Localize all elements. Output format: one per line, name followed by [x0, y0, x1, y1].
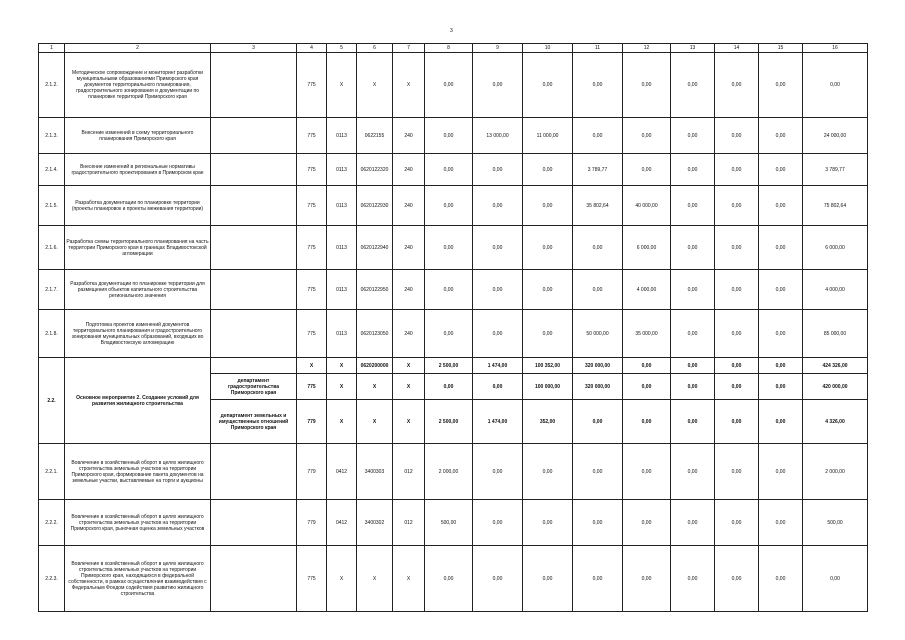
value-cell-c9: 1 474,00: [473, 358, 523, 374]
table-row: [39, 270, 868, 310]
value-cell-c11: 3 789,77: [573, 154, 623, 186]
responsible-executor: [211, 154, 297, 186]
responsible-executor: [211, 358, 297, 374]
value-cell-c12: 35 000,00: [623, 310, 671, 358]
header-cell: 9: [473, 44, 523, 53]
header-cell: 4: [297, 44, 327, 53]
item-description: Внесение изменений в схему территориального планирования Приморского края: [65, 118, 211, 154]
value-cell-c7: 240: [393, 270, 425, 310]
value-cell-c4: X: [297, 358, 327, 374]
value-cell-c13: 0,00: [671, 118, 715, 154]
value-cell-c7: 240: [393, 226, 425, 270]
responsible-executor: [211, 118, 297, 154]
value-cell-c15: 0,00: [759, 444, 803, 500]
header-cell: 10: [523, 44, 573, 53]
item-description: Вовлечение в хозяйственный оборот в целях жилищного строительства земельных участков на территории Приморского края, находящихся в федеральной собственности, в рамках осуществления взаимодействия с Федеральным Фондом содействия развитию жилищного строительства: [65, 546, 211, 612]
value-cell-c5: X: [327, 374, 357, 400]
value-cell-c13: 0,00: [671, 444, 715, 500]
header-cell: 15: [759, 44, 803, 53]
responsible-executor: [211, 310, 297, 358]
value-cell-c8: 2 500,00: [425, 400, 473, 444]
value-cell-c11: 0,00: [573, 226, 623, 270]
value-cell-c12: 6 000,00: [623, 226, 671, 270]
value-cell-c14: 0,00: [715, 186, 759, 226]
value-cell-c7: 240: [393, 310, 425, 358]
value-cell-c7: 012: [393, 500, 425, 546]
value-cell-c4: 779: [297, 400, 327, 444]
value-cell-c9: 0,00: [473, 374, 523, 400]
value-cell-c7: X: [393, 358, 425, 374]
value-cell-c14: 0,00: [715, 154, 759, 186]
value-cell-c6: X: [357, 53, 393, 118]
value-cell-c12: 0,00: [623, 500, 671, 546]
value-cell-c8: 0,00: [425, 310, 473, 358]
item-number: 2.2.1.: [39, 444, 65, 500]
value-cell-c8: 0,00: [425, 546, 473, 612]
value-cell-c14: 0,00: [715, 270, 759, 310]
value-cell-c9: 0,00: [473, 53, 523, 118]
value-cell-c16: 75 802,64: [803, 186, 868, 226]
item-description: Вовлечение в хозяйственный оборот в целях жилищного строительства земельных участков на территории Приморского края, формирование пакета документов на земельные участки, выставляемые на торги и аукционы: [65, 444, 211, 500]
value-cell-c10: 0,00: [523, 226, 573, 270]
value-cell-c16: 500,00: [803, 500, 868, 546]
header-row: [39, 44, 868, 53]
value-cell-c16: 0,00: [803, 53, 868, 118]
page-number: 3: [450, 28, 453, 34]
value-cell-c13: 0,00: [671, 53, 715, 118]
header-cell: 12: [623, 44, 671, 53]
value-cell-c15: 0,00: [759, 500, 803, 546]
value-cell-c4: 775: [297, 226, 327, 270]
value-cell-c14: 0,00: [715, 53, 759, 118]
value-cell-c15: 0,00: [759, 310, 803, 358]
table-row: [39, 118, 868, 154]
value-cell-c15: 0,00: [759, 270, 803, 310]
value-cell-c4: 775: [297, 118, 327, 154]
value-cell-c16: 420 000,00: [803, 374, 868, 400]
item-description: Основное мероприятие 2. Создание условий для развития жилищного строительства: [65, 358, 211, 444]
value-cell-c15: 0,00: [759, 154, 803, 186]
item-description: Вовлечение в хозяйственный оборот в целях жилищного строительства земельных участков на территории Приморского края, рыночная оценка земельных участков: [65, 500, 211, 546]
value-cell-c16: 4 326,00: [803, 400, 868, 444]
value-cell-c5: X: [327, 53, 357, 118]
header-cell: 6: [357, 44, 393, 53]
value-cell-c11: 0,00: [573, 444, 623, 500]
value-cell-c8: 2 500,00: [425, 358, 473, 374]
value-cell-c13: 0,00: [671, 226, 715, 270]
value-cell-c15: 0,00: [759, 53, 803, 118]
value-cell-c11: 0,00: [573, 546, 623, 612]
value-cell-c6: X: [357, 546, 393, 612]
value-cell-c4: 775: [297, 310, 327, 358]
value-cell-c6: 0620200000: [357, 358, 393, 374]
value-cell-c8: 0,00: [425, 186, 473, 226]
table-body: [39, 44, 868, 612]
value-cell-c8: 0,00: [425, 374, 473, 400]
value-cell-c11: 0,00: [573, 270, 623, 310]
value-cell-c8: 0,00: [425, 53, 473, 118]
header-cell: 11: [573, 44, 623, 53]
value-cell-c4: 775: [297, 374, 327, 400]
responsible-executor: [211, 53, 297, 118]
item-number: 2.1.5.: [39, 186, 65, 226]
value-cell-c7: 012: [393, 444, 425, 500]
header-cell: 5: [327, 44, 357, 53]
value-cell-c6: 0620122320: [357, 154, 393, 186]
value-cell-c12: 0,00: [623, 118, 671, 154]
responsible-executor: [211, 226, 297, 270]
value-cell-c12: 4 000,00: [623, 270, 671, 310]
value-cell-c16: 24 000,00: [803, 118, 868, 154]
table-row: [39, 53, 868, 118]
value-cell-c5: X: [327, 400, 357, 444]
value-cell-c8: 0,00: [425, 154, 473, 186]
value-cell-c9: 1 474,00: [473, 400, 523, 444]
value-cell-c11: 0,00: [573, 118, 623, 154]
responsible-executor: департамент градостроительства Приморского края: [211, 374, 297, 400]
value-cell-c13: 0,00: [671, 310, 715, 358]
item-number: 2.2.2.: [39, 500, 65, 546]
value-cell-c15: 0,00: [759, 118, 803, 154]
table-row: [39, 186, 868, 226]
value-cell-c5: X: [327, 358, 357, 374]
value-cell-c13: 0,00: [671, 154, 715, 186]
value-cell-c8: 0,00: [425, 270, 473, 310]
item-description: Внесение изменений в региональные нормативы градостроительного проектирования в Приморском крае: [65, 154, 211, 186]
value-cell-c4: 775: [297, 53, 327, 118]
header-cell: 8: [425, 44, 473, 53]
budget-table: [38, 43, 868, 612]
value-cell-c10: 11 000,00: [523, 118, 573, 154]
header-cell: 1: [39, 44, 65, 53]
value-cell-c12: 0,00: [623, 546, 671, 612]
value-cell-c5: X: [327, 546, 357, 612]
item-number: 2.1.3.: [39, 118, 65, 154]
responsible-executor: [211, 444, 297, 500]
value-cell-c13: 0,00: [671, 400, 715, 444]
value-cell-c10: 100 352,00: [523, 358, 573, 374]
value-cell-c15: 0,00: [759, 226, 803, 270]
item-number: 2.1.2.: [39, 53, 65, 118]
value-cell-c4: 775: [297, 154, 327, 186]
value-cell-c7: X: [393, 400, 425, 444]
header-cell: 3: [211, 44, 297, 53]
value-cell-c4: 779: [297, 500, 327, 546]
value-cell-c14: 0,00: [715, 310, 759, 358]
value-cell-c7: X: [393, 53, 425, 118]
value-cell-c13: 0,00: [671, 500, 715, 546]
value-cell-c5: 0113: [327, 226, 357, 270]
value-cell-c12: 0,00: [623, 374, 671, 400]
value-cell-c9: 0,00: [473, 500, 523, 546]
value-cell-c10: 0,00: [523, 444, 573, 500]
value-cell-c16: 85 000,00: [803, 310, 868, 358]
value-cell-c7: X: [393, 374, 425, 400]
value-cell-c15: 0,00: [759, 546, 803, 612]
value-cell-c7: 240: [393, 154, 425, 186]
value-cell-c6: 0620123050: [357, 310, 393, 358]
value-cell-c10: 0,00: [523, 270, 573, 310]
value-cell-c4: 775: [297, 186, 327, 226]
value-cell-c10: 100 000,00: [523, 374, 573, 400]
value-cell-c10: 0,00: [523, 154, 573, 186]
value-cell-c13: 0,00: [671, 186, 715, 226]
value-cell-c14: 0,00: [715, 358, 759, 374]
value-cell-c9: 0,00: [473, 310, 523, 358]
table-row: [39, 444, 868, 500]
header-cell: 16: [803, 44, 868, 53]
value-cell-c11: 0,00: [573, 53, 623, 118]
item-number: 2.2.3.: [39, 546, 65, 612]
value-cell-c11: 0,00: [573, 500, 623, 546]
item-description: Подготовка проектов изменений документов территориального планирования и градостроительного зонирования муниципальных образований, входящих во Владивостокскую агломерацию: [65, 310, 211, 358]
value-cell-c12: 0,00: [623, 358, 671, 374]
table-row: [39, 226, 868, 270]
table-row: [39, 546, 868, 612]
value-cell-c10: 0,00: [523, 500, 573, 546]
item-number: 2.2.: [39, 358, 65, 444]
value-cell-c15: 0,00: [759, 374, 803, 400]
value-cell-c10: 0,00: [523, 546, 573, 612]
value-cell-c12: 0,00: [623, 400, 671, 444]
item-description: Разработка документации по планировке территории (проекты планировок и проекты межевания территории): [65, 186, 211, 226]
value-cell-c9: 0,00: [473, 270, 523, 310]
item-description: Разработка документации по планировке территории для размещения объектов капитального строительства регионального значения: [65, 270, 211, 310]
value-cell-c14: 0,00: [715, 546, 759, 612]
value-cell-c16: 4 000,00: [803, 270, 868, 310]
value-cell-c14: 0,00: [715, 374, 759, 400]
value-cell-c7: 240: [393, 186, 425, 226]
value-cell-c13: 0,00: [671, 358, 715, 374]
value-cell-c16: 3 789,77: [803, 154, 868, 186]
value-cell-c13: 0,00: [671, 270, 715, 310]
value-cell-c6: 0620122930: [357, 186, 393, 226]
table-row: [39, 154, 868, 186]
value-cell-c5: 0113: [327, 118, 357, 154]
header-cell: 2: [65, 44, 211, 53]
value-cell-c12: 0,00: [623, 444, 671, 500]
value-cell-c16: 6 000,00: [803, 226, 868, 270]
value-cell-c15: 0,00: [759, 186, 803, 226]
value-cell-c6: X: [357, 400, 393, 444]
value-cell-c16: 0,00: [803, 546, 868, 612]
item-number: 2.1.6.: [39, 226, 65, 270]
item-number: 2.1.8.: [39, 310, 65, 358]
value-cell-c11: 320 000,00: [573, 374, 623, 400]
value-cell-c4: 775: [297, 546, 327, 612]
value-cell-c8: 500,00: [425, 500, 473, 546]
value-cell-c9: 0,00: [473, 226, 523, 270]
value-cell-c14: 0,00: [715, 400, 759, 444]
responsible-executor: [211, 500, 297, 546]
value-cell-c5: 0113: [327, 186, 357, 226]
value-cell-c15: 0,00: [759, 358, 803, 374]
value-cell-c6: X: [357, 374, 393, 400]
value-cell-c11: 0,00: [573, 400, 623, 444]
value-cell-c9: 0,00: [473, 154, 523, 186]
value-cell-c16: 2 000,00: [803, 444, 868, 500]
item-number: 2.1.7.: [39, 270, 65, 310]
item-description: Методическое сопровождение и мониторинг разработки муниципальными образованиями Приморского края документов территориального планирования, градостроительного зонирования и документации по планировке территорий Приморского края: [65, 53, 211, 118]
responsible-executor: [211, 546, 297, 612]
value-cell-c10: 0,00: [523, 186, 573, 226]
value-cell-c9: 0,00: [473, 186, 523, 226]
value-cell-c14: 0,00: [715, 226, 759, 270]
value-cell-c5: 0113: [327, 154, 357, 186]
header-cell: 14: [715, 44, 759, 53]
value-cell-c10: 0,00: [523, 310, 573, 358]
value-cell-c4: 779: [297, 444, 327, 500]
value-cell-c5: 0412: [327, 444, 357, 500]
responsible-executor: [211, 186, 297, 226]
value-cell-c6: 0620122950: [357, 270, 393, 310]
value-cell-c9: 13 000,00: [473, 118, 523, 154]
value-cell-c7: X: [393, 546, 425, 612]
value-cell-c12: 0,00: [623, 53, 671, 118]
value-cell-c14: 0,00: [715, 500, 759, 546]
value-cell-c12: 40 000,00: [623, 186, 671, 226]
value-cell-c10: 352,00: [523, 400, 573, 444]
value-cell-c12: 0,00: [623, 154, 671, 186]
group-total-row: [39, 358, 868, 374]
item-description: Разработка схемы территориального планирования на часть территории Приморского края в границах Владивостокской агломерации: [65, 226, 211, 270]
value-cell-c11: 50 000,00: [573, 310, 623, 358]
responsible-executor: департамент земельных и имущественных отношений Приморского края: [211, 400, 297, 444]
value-cell-c11: 35 802,64: [573, 186, 623, 226]
value-cell-c14: 0,00: [715, 118, 759, 154]
value-cell-c6: 0620122940: [357, 226, 393, 270]
responsible-executor: [211, 270, 297, 310]
table-row: [39, 500, 868, 546]
value-cell-c14: 0,00: [715, 444, 759, 500]
value-cell-c11: 320 000,00: [573, 358, 623, 374]
value-cell-c6: 3400303: [357, 444, 393, 500]
value-cell-c10: 0,00: [523, 53, 573, 118]
value-cell-c8: 0,00: [425, 118, 473, 154]
value-cell-c13: 0,00: [671, 374, 715, 400]
item-number: 2.1.4.: [39, 154, 65, 186]
value-cell-c9: 0,00: [473, 444, 523, 500]
header-cell: 13: [671, 44, 715, 53]
value-cell-c4: 775: [297, 270, 327, 310]
value-cell-c5: 0113: [327, 270, 357, 310]
value-cell-c8: 0,00: [425, 226, 473, 270]
header-cell: 7: [393, 44, 425, 53]
value-cell-c13: 0,00: [671, 546, 715, 612]
value-cell-c6: 0622155: [357, 118, 393, 154]
value-cell-c6: 3400302: [357, 500, 393, 546]
value-cell-c8: 2 000,00: [425, 444, 473, 500]
value-cell-c7: 240: [393, 118, 425, 154]
value-cell-c5: 0113: [327, 310, 357, 358]
table-row: [39, 310, 868, 358]
value-cell-c5: 0412: [327, 500, 357, 546]
value-cell-c15: 0,00: [759, 400, 803, 444]
value-cell-c16: 424 326,00: [803, 358, 868, 374]
value-cell-c9: 0,00: [473, 546, 523, 612]
